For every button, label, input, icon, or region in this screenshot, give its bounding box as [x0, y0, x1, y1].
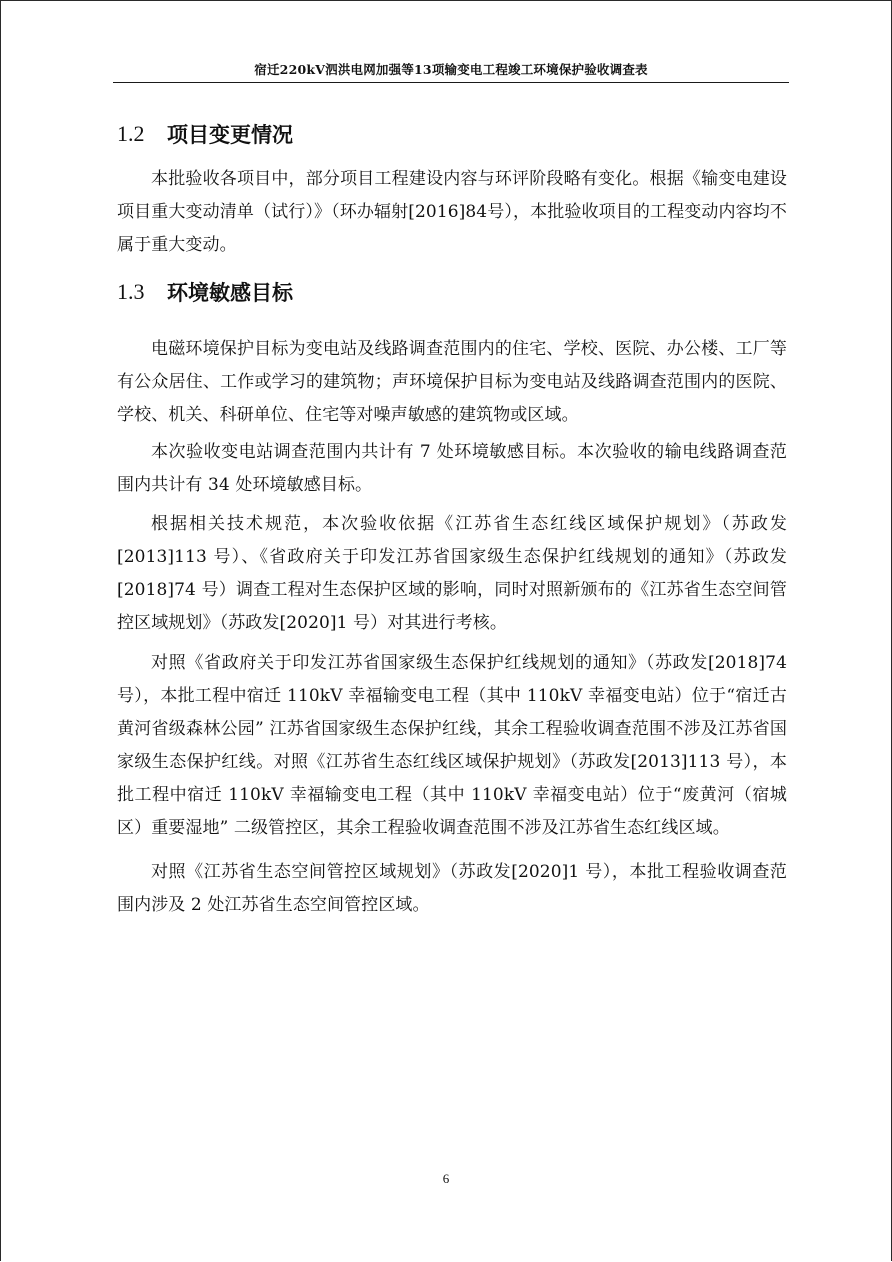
paragraph-sensitive-target-count: 本次验收变电站调查范围内共计有 7 处环境敏感目标。本次验收的输电线路调查范围内共计有 34 处环境敏感目标。 — [117, 442, 787, 495]
paragraph-ecological-basis: 根据相关技术规范，本次验收依据《江苏省生态红线区域保护规划》（苏政发[2013]113 号）、《省政府关于印发江苏省国家级生态保护红线规划的通知》（苏政发[2018]74 号）调查工程对生态保护区域的影响，同时对照新颁布的《江苏省生态空间管控区域规划》（苏政发[2020]1 号）对其进行考核。 — [117, 514, 787, 633]
paragraph-red-line-comparison: 对照《省政府关于印发江苏省国家级生态保护红线规划的通知》（苏政发[2018]74 号），本批工程中宿迁 110kV 幸福输变电工程（其中 110kV 幸福变电站）位于“宿迁古黄河省级森林公园” 江苏省国家级生态保护红线，其余工程验收调查范围不涉及江苏省国家级生态保护红线。对照《江苏省生态红线区域保护规划》（苏政发[2013]113 号），本批工程中宿迁 110kV 幸福输变电工程（其中 110kV 幸福变电站）位于“废黄河（宿城区）重要湿地” 二级管控区，其余工程验收调查范围不涉及江苏省生态红线区域。 — [117, 653, 787, 838]
section-title: 项目变更情况 — [167, 122, 293, 147]
header-divider — [113, 82, 789, 83]
paragraph-protection-targets: 电磁环境保护目标为变电站及线路调查范围内的住宅、学校、医院、办公楼、工厂等有公众居住、工作或学习的建筑物；声环境保护目标为变电站及线路调查范围内的医院、学校、机关、科研单位、住宅等对噪声敏感的建筑物或区域。 — [117, 339, 787, 425]
page-number: 6 — [442, 1171, 450, 1186]
paragraph-control-area-comparison: 对照《江苏省生态空间管控区域规划》（苏政发[2020]1 号），本批工程验收调查范围内涉及 2 处江苏省生态空间管控区域。 — [117, 862, 787, 915]
section-number: 1.3 — [117, 279, 145, 304]
paragraph-change-summary: 本批验收各项目中，部分项目工程建设内容与环评阶段略有变化。根据《输变电建设项目重大变动清单（试行）》（环办辐射[2016]84号），本批验收项目的工程变动内容均不属于重大变动。 — [117, 169, 787, 255]
section-heading-1-2 — [117, 119, 293, 149]
document-header-title: 宿迁220kV泗洪电网加强等13项输变电工程竣工环境保护验收调查表 — [254, 62, 648, 77]
section-number: 1.2 — [117, 121, 145, 146]
section-title: 环境敏感目标 — [167, 280, 293, 305]
section-heading-1-3 — [117, 277, 293, 307]
